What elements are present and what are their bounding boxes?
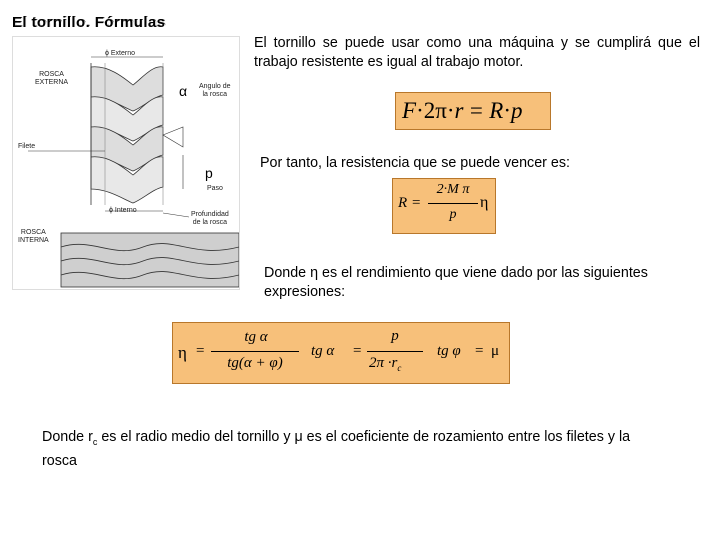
efficiency-den1: tg(α + φ) — [227, 355, 283, 371]
label-externo: ϕ Externo — [105, 50, 135, 57]
efficiency-num2: p — [391, 328, 399, 344]
efficiency-den2: $2\pi \cdot r_c$ — [369, 355, 402, 373]
efficiency-eq1: = — [196, 343, 205, 359]
efficiency-fraction-bar2 — [367, 351, 423, 352]
alpha-symbol: α — [179, 83, 188, 99]
thread-angle-mark — [163, 127, 183, 147]
footer-paragraph: Donde $r_c$ es el radio medio del tornillo y μ es el coeficiente de rozamiento entre los filetes y la rosca — [42, 429, 631, 469]
resistance-numerator: 2·M π — [436, 182, 470, 197]
work-equation: F·2π·r = R·p — [402, 98, 523, 123]
label-rosca-externa: ROSCA EXTERNA — [35, 71, 69, 86]
efficiency-eq3: = — [475, 343, 484, 359]
efficiency-fraction-bar1 — [211, 351, 299, 352]
internal-thread — [61, 233, 239, 287]
label-angulo-rosca: Angulo de la rosca — [199, 83, 231, 98]
resistance-R: R — [398, 195, 408, 211]
resistance-formula-box — [392, 178, 496, 234]
efficiency-mu: μ — [491, 343, 500, 359]
efficiency-tg-phi: tg φ — [437, 343, 461, 359]
label-profundidad: Profundidad de la rosca — [191, 211, 229, 226]
external-thread — [91, 63, 163, 205]
efficiency-num1: tg α — [244, 329, 268, 345]
label-filete: Filete — [18, 143, 36, 150]
efficiency-eta: η — [178, 343, 187, 362]
work-equation-box — [395, 92, 551, 130]
profundidad-leader — [163, 213, 189, 217]
resistance-paragraph: Por tanto, la resistencia que se puede vencer es: — [260, 155, 570, 171]
pitch-symbol: p — [205, 165, 213, 181]
efficiency-formula-box — [172, 322, 510, 384]
resistance-eta: η — [480, 194, 489, 211]
resistance-denominator: p — [449, 207, 457, 222]
label-interno: ϕ Interno — [109, 207, 137, 214]
efficiency-tg-alpha: tg α — [311, 343, 335, 359]
label-rosca-interna: ROSCA INTERNA — [18, 229, 49, 244]
efficiency-eq2: = — [353, 343, 362, 359]
slide-title: El tornillo. Fórmulas — [12, 14, 166, 31]
resistance-fraction-bar — [428, 203, 478, 204]
intro-paragraph: El tornillo se puede usar como una máquina y se cumplirá que el trabajo resistente es igual al trabajo motor. — [254, 35, 700, 70]
efficiency-paragraph: Donde η es el rendimiento que viene dado por las siguientes expresiones: — [264, 265, 648, 300]
label-paso: Paso — [207, 185, 223, 192]
resistance-eq: = — [412, 195, 421, 211]
screw-thread-figure — [12, 36, 240, 290]
